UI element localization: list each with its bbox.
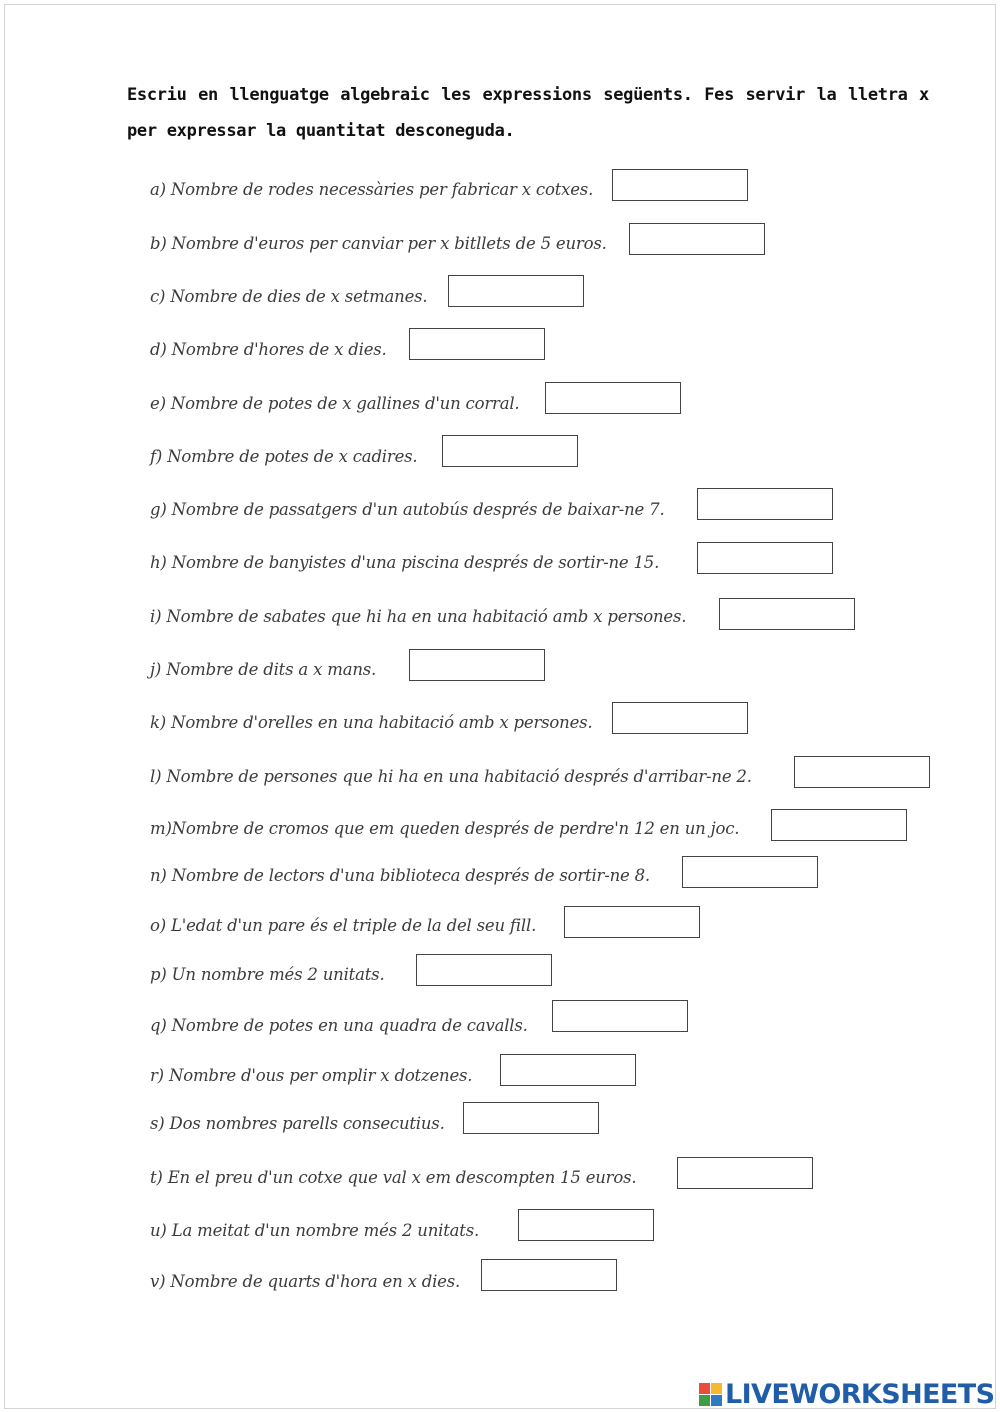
- question-text: v) Nombre de quarts d'hora en x dies.: [150, 1272, 461, 1291]
- question-text: m)Nombre de cromos que em queden després de perdre'n 12 en un joc.: [150, 819, 740, 838]
- question-text: g) Nombre de passatgers d'un autobús després de baixar-ne 7.: [150, 500, 665, 519]
- liveworksheets-brand: [699, 1379, 994, 1409]
- answer-box[interactable]: [697, 542, 833, 574]
- question-text: o) L'edat d'un pare és el triple de la del seu fill.: [150, 916, 537, 935]
- question-text: n) Nombre de lectors d'una biblioteca després de sortir-ne 8.: [150, 866, 650, 885]
- logo-square-icon: [711, 1395, 722, 1406]
- worksheet-page: [4, 4, 996, 1409]
- question-text: j) Nombre de dits a x mans.: [150, 660, 377, 679]
- answer-box[interactable]: [409, 649, 545, 681]
- answer-box[interactable]: [682, 856, 818, 888]
- instructions: Escriu en llenguatge algebraic les expressions següents. Fes servir la lletra x per expressar la quantitat desconeguda.: [127, 85, 929, 141]
- answer-box[interactable]: [719, 598, 855, 630]
- answer-box[interactable]: [545, 382, 681, 414]
- question-text: e) Nombre de potes de x gallines d'un corral.: [150, 394, 520, 413]
- question-text: s) Dos nombres parells consecutius.: [150, 1114, 445, 1133]
- answer-box[interactable]: [442, 435, 578, 467]
- answer-box[interactable]: [448, 275, 584, 307]
- answer-box[interactable]: [629, 223, 765, 255]
- question-text: k) Nombre d'orelles en una habitació amb x persones.: [150, 713, 593, 732]
- answer-box[interactable]: [416, 954, 552, 986]
- question-text: i) Nombre de sabates que hi ha en una habitació amb x persones.: [150, 607, 687, 626]
- answer-box[interactable]: [500, 1054, 636, 1086]
- answer-box[interactable]: [409, 328, 545, 360]
- answer-box[interactable]: [552, 1000, 688, 1032]
- answer-box[interactable]: [463, 1102, 599, 1134]
- question-text: a) Nombre de rodes necessàries per fabricar x cotxes.: [150, 180, 594, 199]
- answer-box[interactable]: [612, 702, 748, 734]
- question-text: q) Nombre de potes en una quadra de cavalls.: [150, 1016, 528, 1035]
- question-text: t) En el preu d'un cotxe que val x em descompten 15 euros.: [150, 1168, 637, 1187]
- liveworksheets-logo-icon: [699, 1383, 722, 1406]
- question-text: c) Nombre de dies de x setmanes.: [150, 287, 428, 306]
- question-text: f) Nombre de potes de x cadires.: [150, 447, 418, 466]
- answer-box[interactable]: [481, 1259, 617, 1291]
- question-text: r) Nombre d'ous per omplir x dotzenes.: [150, 1066, 473, 1085]
- question-text: u) La meitat d'un nombre més 2 unitats.: [150, 1221, 480, 1240]
- question-text: d) Nombre d'hores de x dies.: [150, 340, 387, 359]
- answer-box[interactable]: [677, 1157, 813, 1189]
- logo-square-icon: [699, 1383, 710, 1394]
- question-text: l) Nombre de persones que hi ha en una habitació després d'arribar-ne 2.: [150, 767, 752, 786]
- answer-box[interactable]: [612, 169, 748, 201]
- answer-box[interactable]: [771, 809, 907, 841]
- logo-square-icon: [711, 1383, 722, 1394]
- answer-box[interactable]: [697, 488, 833, 520]
- question-text: h) Nombre de banyistes d'una piscina després de sortir-ne 15.: [150, 553, 660, 572]
- answer-box[interactable]: [794, 756, 930, 788]
- answer-box[interactable]: [564, 906, 700, 938]
- question-text: p) Un nombre més 2 unitats.: [150, 965, 385, 984]
- question-text: b) Nombre d'euros per canviar per x bitllets de 5 euros.: [150, 234, 607, 253]
- answer-box[interactable]: [518, 1209, 654, 1241]
- logo-square-icon: [699, 1395, 710, 1406]
- brand-name: LIVEWORKSHEETS: [725, 1378, 995, 1410]
